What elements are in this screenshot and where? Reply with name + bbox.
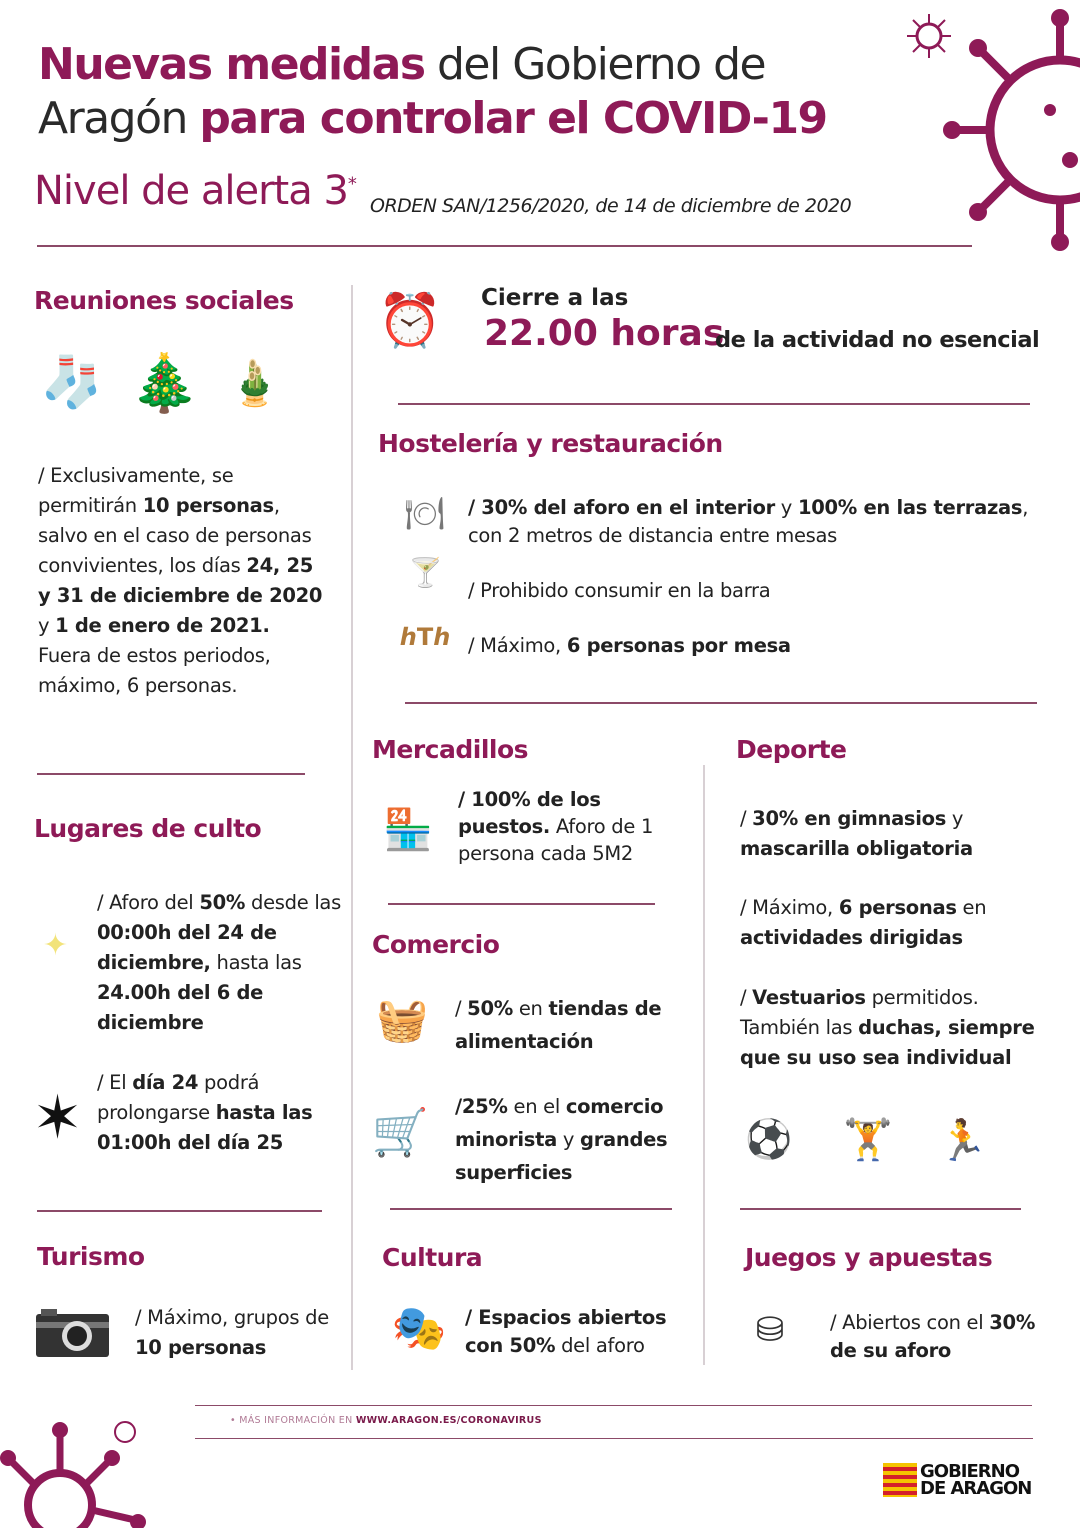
bold-text: hasta las 01:00h del día 25: [97, 1101, 313, 1154]
christmas-tree-icon: 🎄: [129, 350, 200, 416]
camera-icon: [35, 1308, 110, 1358]
bold-text: mascarilla obligatoria: [740, 837, 973, 860]
soccer-ball-icon: ⚽: [745, 1116, 793, 1161]
bold-text: para controlar el COVID-19: [199, 93, 827, 144]
section-title-comercio: Comercio: [372, 930, 500, 959]
text: en: [956, 896, 987, 919]
comercio-item: [455, 992, 695, 1058]
alarm-clock-icon: ⏰: [377, 291, 443, 351]
text: del Gobierno de: [424, 39, 766, 90]
bold-text: 6 personas: [838, 896, 957, 919]
section-title-reuniones: Reuniones sociales: [34, 286, 294, 315]
grocery-basket-icon: 🧺: [376, 994, 429, 1044]
divider: [398, 403, 1030, 405]
text: , salvo en el caso de personas convivientes, los días: [38, 494, 312, 577]
closing-time: 22.00 horas: [484, 313, 725, 354]
sparkle-star-icon: ✶: [32, 1082, 83, 1153]
theater-masks-icon: 🎭: [391, 1302, 447, 1354]
divider: [740, 1208, 1021, 1210]
glow-star-icon: ✦: [42, 927, 69, 963]
text: /: [455, 997, 468, 1020]
bold-text: 24.00h del 6 de diciembre: [97, 981, 264, 1034]
title-line-1: [38, 38, 765, 92]
divider: [405, 702, 1037, 704]
culto-item: [97, 1068, 347, 1158]
juegos-text: [830, 1309, 1050, 1365]
text: Aragón: [38, 93, 200, 144]
divider: [195, 1438, 1033, 1439]
table-chairs-icon: ℎTℎ: [399, 623, 451, 651]
text: desde las: [245, 891, 341, 914]
bold-text: 10 personas: [135, 1336, 267, 1359]
hosteleria-item: [468, 494, 1038, 550]
bold-text: comercio minorista: [455, 1095, 664, 1151]
runner-icon: 🏃: [937, 1117, 988, 1164]
bold-text: 00:00h del 24 de diciembre,: [97, 921, 277, 974]
cocktail-icon: 🍸: [408, 556, 443, 589]
reuniones-text: [38, 461, 323, 701]
bold-text: duchas, siempre que su uso sea individual: [740, 1016, 1035, 1069]
bold-text: Vestuarios: [752, 986, 866, 1009]
serving-cloche-icon: 🍽: [404, 493, 445, 532]
section-title-juegos: Juegos y apuestas: [745, 1243, 993, 1272]
bold-text: 30% en gimnasios: [752, 807, 947, 830]
text: en el: [507, 1095, 566, 1118]
section-title-mercadillos: Mercadillos: [372, 735, 529, 764]
bold-text: / Espacios abiertos con 50%: [465, 1306, 667, 1357]
bold-text: 30% de su aforo: [830, 1311, 1036, 1362]
text: Fuera de estos periodos, máximo, 6 personas.: [38, 644, 271, 697]
text: , con 2 metros de distancia entre mesas: [468, 496, 1029, 547]
christmas-stocking-icon: 🧦: [40, 353, 104, 411]
aragon-flag-icon: [883, 1463, 917, 1497]
bold-text: tiendas de alimentación: [455, 997, 662, 1053]
section-title-turismo: Turismo: [37, 1242, 145, 1271]
text: / El: [97, 1071, 133, 1094]
bold-text: día 24: [132, 1071, 199, 1094]
divider: [195, 1405, 1032, 1406]
deporte-item: [740, 983, 1060, 1073]
virus-decoration-icon: [940, 0, 1080, 260]
text: Aforo de 1 persona cada 5M2: [458, 815, 654, 865]
text: / Máximo,: [740, 896, 839, 919]
text: y: [556, 1128, 581, 1151]
gobierno-aragon-logo: GOBIERNO DE ARAGON: [883, 1463, 1031, 1497]
alert-level: Nivel de alerta 3*: [34, 168, 356, 214]
section-title-cultura: Cultura: [382, 1243, 483, 1272]
poker-chips-icon: ⛁: [755, 1310, 785, 1350]
small-virus-icon: [905, 12, 953, 60]
bold-text: Nuevas medidas: [38, 39, 425, 90]
turismo-text: [135, 1303, 345, 1363]
text: y: [946, 807, 964, 830]
hosteleria-item: [468, 631, 1028, 661]
divider: [703, 765, 705, 1365]
closing-prefix: Cierre a las: [481, 285, 629, 311]
section-title-deporte: Deporte: [736, 735, 847, 764]
divider: [37, 773, 305, 775]
divider: [37, 245, 972, 247]
bold-text: / 30% del aforo en el interior: [468, 496, 775, 519]
bold-text: 50%: [467, 997, 513, 1020]
text: podrá prolongarse: [97, 1071, 260, 1124]
bold-text: 10 personas: [142, 494, 274, 517]
text: / Máximo, grupos de: [135, 1306, 329, 1329]
text: / Prohibido consumir en la barra: [468, 579, 771, 602]
text: / Exclusivamente, se permitirán: [38, 464, 234, 517]
section-title-hosteleria: Hostelería y restauración: [378, 429, 723, 458]
deporte-item: [740, 893, 1060, 953]
virus-decoration-bottom-icon: [0, 1410, 150, 1528]
text: del aforo: [555, 1334, 645, 1357]
weightlifter-icon: 🏋: [843, 1117, 893, 1163]
bold-text: 1 de enero de 2021.: [55, 614, 270, 637]
text: /: [740, 986, 753, 1009]
comercio-item: [455, 1090, 695, 1189]
text: en: [512, 997, 549, 1020]
mercadillos-text: [458, 786, 678, 867]
ornaments-icon: 🎍: [227, 357, 282, 409]
divider: [390, 1208, 672, 1210]
title-line-2: [38, 92, 827, 146]
divider: [351, 285, 353, 1370]
section-title-culto: Lugares de culto: [34, 814, 262, 843]
text: y: [774, 496, 798, 519]
culto-item: [97, 888, 347, 1038]
divider: [37, 1210, 322, 1212]
cultura-text: [465, 1304, 695, 1360]
bold-text: actividades dirigidas: [740, 926, 963, 949]
text: / Abiertos con el: [830, 1311, 990, 1334]
bold-text: 100% en las terrazas: [797, 496, 1023, 519]
order-reference: ORDEN SAN/1256/2020, de 14 de diciembre de 2020: [370, 195, 852, 217]
shopping-cart-icon: 🛒: [371, 1105, 430, 1159]
bold-text: / 100% de los puestos.: [458, 788, 601, 838]
bold-text: 50%: [199, 891, 246, 914]
bold-text: grandes superficies: [455, 1128, 668, 1184]
text: / Aforo del: [97, 891, 200, 914]
text: y: [38, 614, 56, 637]
bold-text: 6 personas por mesa: [566, 634, 791, 657]
market-stall-icon: 🏪: [383, 807, 433, 853]
hosteleria-item: [468, 576, 1028, 606]
coronavirus-link[interactable]: WWW.ARAGON.ES/CORONAVIRUS: [355, 1415, 542, 1426]
text: hasta las: [210, 951, 302, 974]
more-info: • MÁS INFORMACIÓN EN WWW.ARAGON.ES/CORONAVIRUS: [230, 1415, 542, 1426]
closing-suffix: de la actividad no esencial: [715, 327, 1040, 353]
bold-text: 24, 25 y 31 de diciembre de 2020: [38, 554, 323, 607]
bold-text: /25%: [455, 1095, 508, 1118]
divider: [388, 903, 655, 905]
text: permitidos. También las: [740, 986, 979, 1039]
deporte-item: [740, 804, 1060, 864]
text: / Máximo,: [468, 634, 567, 657]
text: /: [740, 807, 753, 830]
